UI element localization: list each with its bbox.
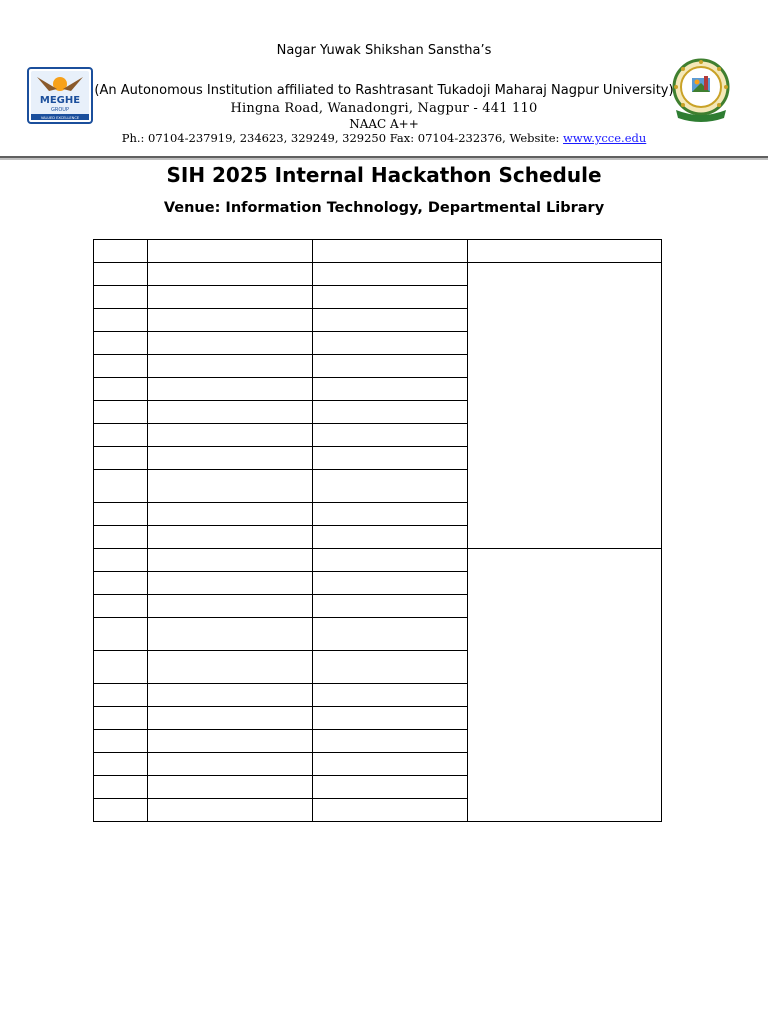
- address-line: Hingna Road, Wanadongri, Nagpur - 441 110: [230, 101, 538, 116]
- header-cell: [148, 240, 313, 263]
- table-cell: [313, 424, 468, 447]
- table-cell: [148, 684, 313, 707]
- table-cell: [313, 776, 468, 799]
- table-row: [94, 263, 662, 286]
- table-cell: [148, 401, 313, 424]
- table-cell: [313, 684, 468, 707]
- table-cell: [94, 309, 148, 332]
- table-cell: [94, 424, 148, 447]
- table-cell: [94, 503, 148, 526]
- table-cell: [94, 378, 148, 401]
- table-cell: [148, 799, 313, 822]
- table-cell: [94, 286, 148, 309]
- schedule-table-body: [94, 240, 662, 822]
- table-cell: [313, 595, 468, 618]
- table-cell: [313, 707, 468, 730]
- meghe-group-sub: GROUP: [51, 107, 69, 113]
- schedule-table: [93, 239, 662, 822]
- table-cell: [94, 730, 148, 753]
- table-cell: [313, 309, 468, 332]
- table-cell: [313, 263, 468, 286]
- header-cell: [468, 240, 662, 263]
- table-cell: [313, 618, 468, 651]
- group-merged-cell: [468, 549, 662, 822]
- table-cell: [313, 526, 468, 549]
- table-cell: [313, 572, 468, 595]
- table-header-row: [94, 240, 662, 263]
- table-cell: [313, 730, 468, 753]
- schedule-table-wrap: [93, 239, 661, 822]
- table-cell: [148, 595, 313, 618]
- table-cell: [148, 651, 313, 684]
- table-cell: [94, 526, 148, 549]
- table-cell: [94, 618, 148, 651]
- table-cell: [94, 651, 148, 684]
- table-cell: [94, 572, 148, 595]
- table-cell: [148, 526, 313, 549]
- table-cell: [313, 503, 468, 526]
- society-name: Nagar Yuwak Shikshan Sanstha’s: [276, 43, 492, 58]
- table-cell: [148, 286, 313, 309]
- table-cell: [148, 503, 313, 526]
- table-cell: [148, 263, 313, 286]
- table-cell: [94, 776, 148, 799]
- table-cell: [94, 263, 148, 286]
- table-cell: [313, 401, 468, 424]
- table-cell: [148, 355, 313, 378]
- table-cell: [94, 753, 148, 776]
- table-cell: [148, 447, 313, 470]
- website-link[interactable]: www.ycce.edu: [563, 131, 647, 145]
- contact-text: Ph.: 07104-237919, 234623, 329249, 329250 Fax: 07104-232376, Website:: [121, 131, 564, 145]
- table-cell: [313, 799, 468, 822]
- table-cell: [313, 753, 468, 776]
- table-cell: [148, 332, 313, 355]
- table-cell: [148, 730, 313, 753]
- contact-line: [0, 131, 768, 145]
- table-cell: [313, 651, 468, 684]
- table-cell: [148, 618, 313, 651]
- letterhead: [0, 0, 768, 160]
- table-cell: [313, 378, 468, 401]
- table-cell: [148, 470, 313, 503]
- table-cell: [148, 549, 313, 572]
- table-cell: [313, 470, 468, 503]
- table-cell: [94, 684, 148, 707]
- table-cell: [148, 776, 313, 799]
- table-cell: [313, 332, 468, 355]
- institution-seal-logo: [670, 58, 732, 124]
- header-rule: [0, 156, 768, 160]
- header-cell: [94, 240, 148, 263]
- document-title: SIH 2025 Internal Hackathon Schedule: [166, 163, 602, 187]
- table-cell: [313, 355, 468, 378]
- table-cell: [313, 286, 468, 309]
- table-cell: [94, 595, 148, 618]
- accreditation-line: NAAC A++: [349, 117, 419, 131]
- table-cell: [94, 799, 148, 822]
- table-cell: [148, 378, 313, 401]
- table-cell: [94, 355, 148, 378]
- table-cell: [148, 753, 313, 776]
- table-row: [94, 549, 662, 572]
- table-cell: [94, 707, 148, 730]
- table-cell: [313, 447, 468, 470]
- table-cell: [148, 424, 313, 447]
- table-cell: [148, 707, 313, 730]
- venue-line: Venue: Information Technology, Departmental Library: [163, 200, 605, 216]
- meghe-wordmark: MEGHE: [39, 95, 81, 106]
- table-cell: [94, 549, 148, 572]
- meghe-tagline: VALUED EXCELLENCE: [40, 115, 80, 120]
- table-cell: [148, 309, 313, 332]
- meghe-group-logo: [27, 67, 93, 124]
- group-merged-cell: [468, 263, 662, 549]
- table-cell: [94, 332, 148, 355]
- table-cell: [94, 401, 148, 424]
- table-cell: [94, 470, 148, 503]
- header-cell: [313, 240, 468, 263]
- table-cell: [313, 549, 468, 572]
- table-cell: [94, 447, 148, 470]
- affiliation-line: (An Autonomous Institution affiliated to Rashtrasant Tukadoji Maharaj Nagpur University): [94, 83, 674, 98]
- table-cell: [148, 572, 313, 595]
